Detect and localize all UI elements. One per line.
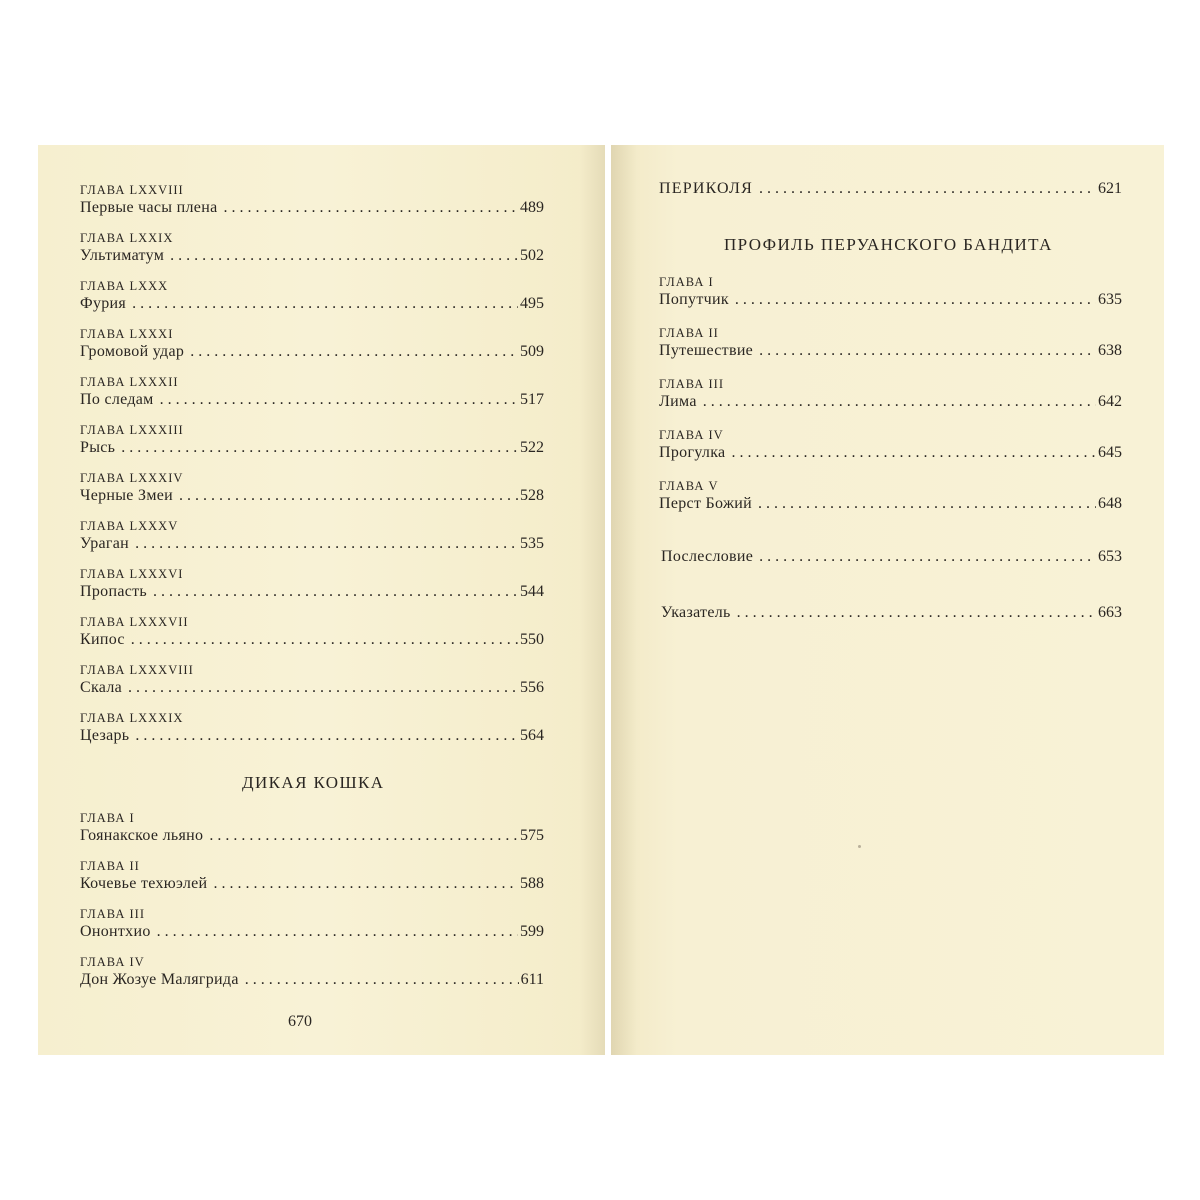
toc-entry [80,811,544,846]
chapter-number: ГЛАВА LXXXIII [80,423,184,437]
dot-leader [759,547,1096,567]
toc-entry [659,326,1122,361]
chapter-title: Ононтхио [80,923,151,940]
toc-entry [659,275,1122,310]
chapter-title: Фурия [80,295,127,312]
dot-leader [759,341,1096,361]
dot-leader [735,290,1096,310]
page-number: 648 [1098,495,1122,512]
chapter-number: ГЛАВА III [659,377,724,391]
dot-leader [157,922,518,942]
toc-entry [80,615,544,650]
part-title: ПЕРИКОЛЯ [659,180,753,197]
chapter-title: Дон Жозуе Малягрида [80,971,239,988]
page-number: 621 [1098,180,1122,197]
dot-leader [190,342,518,362]
toc-entry [659,377,1122,412]
chapter-title: Перст Божий [659,495,753,512]
toc-entry [659,179,1122,199]
page-number: 635 [1098,291,1122,308]
chapter-title: Ураган [80,535,130,552]
chapter-number: ГЛАВА LXXXIV [80,471,184,485]
dot-leader [737,603,1096,623]
chapter-number: ГЛАВА LXXXII [80,375,179,389]
page-number: 645 [1098,444,1122,461]
dot-leader [132,294,518,314]
page-number: 564 [520,727,544,744]
chapter-number: ГЛАВА II [80,859,140,873]
page-number: 611 [520,971,544,988]
toc-entry [80,859,544,894]
chapter-number: ГЛАВА LXXXI [80,327,174,341]
dot-leader [223,198,518,218]
toc-entry [659,479,1122,514]
page-number: 489 [520,199,544,216]
page-number: 544 [520,583,544,600]
chapter-number: ГЛАВА V [659,479,719,493]
paper-speck [858,845,861,848]
page-number: 522 [520,439,544,456]
toc-entry [80,907,544,942]
chapter-title: Гоянакское льяно [80,827,204,844]
dot-leader [160,390,518,410]
page-number: 575 [520,827,544,844]
page-number: 642 [1098,393,1122,410]
toc-entry [80,423,544,458]
dot-leader [121,438,518,458]
dot-leader [209,826,518,846]
page-number: 550 [520,631,544,648]
dot-leader [758,494,1096,514]
section-title: ПРОФИЛЬ ПЕРУАНСКОГО БАНДИТА [724,235,1053,254]
chapter-number: ГЛАВА II [659,326,719,340]
chapter-number: ГЛАВА LXXIX [80,231,174,245]
chapter-number: ГЛАВА LXXX [80,279,169,293]
chapter-title: Громовой удар [80,343,185,360]
chapter-number: ГЛАВА LXXXVIII [80,663,194,677]
chapter-number: ГЛАВА LXXVIII [80,183,184,197]
page-number: 599 [520,923,544,940]
chapter-number: ГЛАВА LXXXVI [80,567,184,581]
dot-leader [213,874,518,894]
page-number: 663 [1098,604,1122,621]
dot-leader [179,486,518,506]
chapter-title: Рысь [80,439,116,456]
toc-entry [80,327,544,362]
chapter-title: Первые часы плена [80,199,218,216]
chapter-number: ГЛАВА LXXXVII [80,615,189,629]
dot-leader [759,179,1096,199]
toc-entry [80,231,544,266]
page-number: 535 [520,535,544,552]
dot-leader [703,392,1096,412]
chapter-title: Пропасть [80,583,148,600]
index-title: Указатель [661,604,731,621]
dot-leader [128,678,518,698]
chapter-number: ГЛАВА I [80,811,135,825]
toc-entry [80,567,544,602]
chapter-number: ГЛАВА III [80,907,145,921]
dot-leader [131,630,518,650]
gutter-shadow [611,145,637,1055]
toc-entry [80,711,544,746]
page-number: 556 [520,679,544,696]
dot-leader [153,582,518,602]
toc-entry [659,428,1122,463]
toc-entry [661,603,1122,623]
dot-leader [731,443,1096,463]
toc-entry [80,375,544,410]
left-page [38,145,605,1055]
chapter-title: Черные Змеи [80,487,174,504]
page-folio: 670 [288,1013,312,1030]
chapter-number: ГЛАВА IV [80,955,145,969]
chapter-title: Лима [659,393,697,410]
right-page [611,145,1164,1055]
page-number: 528 [520,487,544,504]
chapter-number: ГЛАВА LXXXV [80,519,179,533]
page-number: 653 [1098,548,1122,565]
gutter-shadow [579,145,605,1055]
dot-leader [135,534,518,554]
page-number: 638 [1098,342,1122,359]
dot-leader [170,246,518,266]
chapter-title: Цезарь [80,727,130,744]
chapter-number: ГЛАВА IV [659,428,724,442]
chapter-number: ГЛАВА LXXXIX [80,711,184,725]
toc-entry [80,471,544,506]
page-number: 509 [520,343,544,360]
toc-entry [80,279,544,314]
chapter-title: По следам [80,391,154,408]
chapter-title: Кочевье техюэлей [80,875,208,892]
afterword-title: Послесловие [661,548,754,565]
chapter-title: Попутчик [659,291,729,308]
chapter-title: Ультиматум [80,247,165,264]
chapter-number: ГЛАВА I [659,275,714,289]
toc-entry [80,183,544,218]
dot-leader [135,726,518,746]
chapter-title: Скала [80,679,123,696]
page-number: 517 [520,391,544,408]
toc-entry [80,955,544,990]
section-title: ДИКАЯ КОШКА [242,773,385,792]
chapter-title: Кипос [80,631,125,648]
chapter-title: Прогулка [659,444,726,461]
dot-leader [245,970,519,990]
page-number: 495 [520,295,544,312]
page-number: 502 [520,247,544,264]
toc-entry [661,547,1122,567]
chapter-title: Путешествие [659,342,754,359]
toc-entry [80,519,544,554]
toc-entry [80,663,544,698]
page-number: 588 [520,875,544,892]
